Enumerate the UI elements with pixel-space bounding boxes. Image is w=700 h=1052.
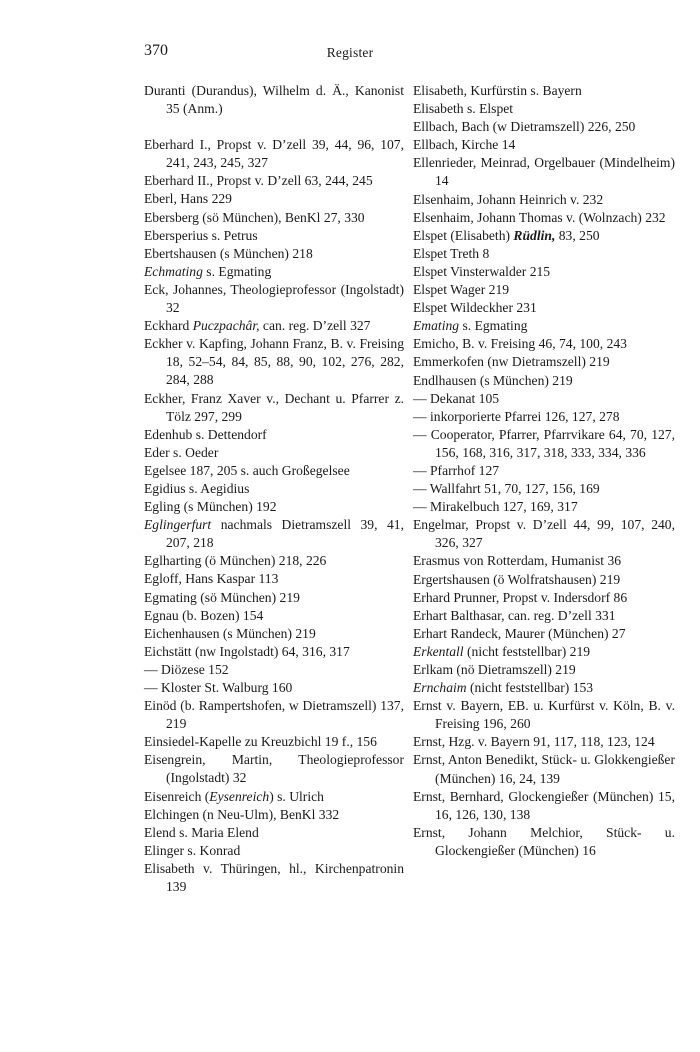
index-entry	[144, 697, 404, 733]
index-entry	[413, 245, 675, 263]
index-entry-text: Einöd (b. Rampertshofen, w Dietramszell) 137, 219	[144, 698, 404, 732]
index-entry-text: Eberhard II., Propst v. D’zell 63, 244, 245	[144, 173, 373, 189]
index-entry	[144, 390, 404, 426]
index-entry	[144, 263, 404, 281]
index-entry-text: Erhart Randeck, Maurer (München) 27	[413, 625, 626, 641]
index-entry-text: Egelsee 187, 205 s. auch Großegelsee	[144, 462, 350, 478]
index-entry-text: Elspet Vinsterwalder 215	[413, 263, 551, 279]
index-entry	[413, 100, 675, 118]
index-entry-text: Ebertshausen (s München) 218	[144, 245, 313, 261]
index-entry-text: Rüdlin,	[513, 227, 556, 243]
index-entry-text: — Mirakelbuch 127, 169, 317	[413, 499, 578, 515]
index-entry-text: Eichstätt (nw Ingolstadt) 64, 316, 317	[144, 643, 350, 659]
index-entry	[144, 589, 404, 607]
index-entry	[144, 607, 404, 625]
index-entry-text: — Diözese 152	[144, 661, 229, 677]
index-entry	[144, 498, 404, 516]
index-entry-text: Elisabeth s. Elspet	[413, 101, 514, 117]
index-entry	[144, 426, 404, 444]
index-entry	[413, 516, 675, 552]
index-entry-text: (nicht feststellbar) 153	[466, 680, 594, 696]
index-entry	[413, 136, 675, 154]
index-entry	[144, 516, 404, 552]
index-entry-text: — Cooperator, Pfarrer, Pfarrvikare 64, 70, 127, 156, 168, 316, 317, 318, 333, 334, 336	[413, 426, 675, 460]
index-entry	[144, 679, 404, 697]
index-entry-text: Emmerkofen (nw Dietramszell) 219	[413, 354, 610, 370]
page-number: 370	[144, 42, 168, 59]
index-entry	[144, 661, 404, 679]
index-entry-text: Erhard Prunner, Propst v. Indersdorf 86	[413, 589, 628, 605]
index-entry-text: (nicht feststellbar) 219	[463, 643, 591, 659]
index-entry-text: Echmating	[144, 263, 203, 279]
index-entry-text: — Pfarrhof 127	[413, 462, 500, 478]
index-entry-text: Egloff, Hans Kaspar 113	[144, 571, 279, 587]
index-entry-text: Ebersberg (sö München), BenKl 27, 330	[144, 209, 365, 225]
index-entry	[413, 679, 675, 697]
index-entry-text: Erkentall	[413, 643, 464, 659]
index-entry-text: Eckher v. Kapfing, Johann Franz, B. v. Freising 18, 52–54, 84, 85, 88, 90, 102, 276, 282, 284, 288	[144, 336, 404, 388]
index-entry-text: Eck, Johannes, Theologieprofessor (Ingolstadt) 32	[144, 281, 404, 316]
index-entry-text: Elinger s. Konrad	[144, 842, 241, 858]
index-entry	[413, 788, 675, 824]
index-entry	[413, 643, 675, 661]
index-entry	[144, 136, 404, 172]
index-column-right	[413, 82, 675, 860]
index-entry	[413, 335, 675, 353]
index-entry-text: s. Egmating	[202, 263, 272, 279]
index-entry-text: Eisengrein, Martin, Theologieprofessor (Ingolstadt) 32	[144, 752, 404, 786]
index-entry	[413, 733, 675, 751]
index-entry	[413, 390, 675, 408]
index-entry	[413, 281, 675, 299]
index-entry-text: — inkorporierte Pfarrei 126, 127, 278	[413, 408, 620, 424]
index-entry	[144, 480, 404, 498]
index-entry	[413, 154, 675, 190]
index-entry-text: s. Egmating	[459, 318, 528, 334]
index-entry	[413, 697, 675, 733]
index-entry-text: Erhart Balthasar, can. reg. D’zell 331	[413, 607, 616, 623]
index-entry-text: Eckher, Franz Xaver v., Dechant u. Pfarrer z. Tölz 297, 299	[144, 390, 404, 424]
index-entry	[144, 552, 404, 570]
index-entry-text: Eglharting (ö München) 218, 226	[144, 553, 327, 569]
index-entry	[413, 751, 675, 787]
index-entry	[144, 860, 404, 896]
index-entry	[144, 444, 404, 462]
index-entry	[144, 209, 404, 227]
index-entry	[413, 480, 675, 498]
index-entry	[413, 299, 675, 317]
index-entry-text: Eckhard	[144, 318, 193, 334]
index-entry-text: Elisabeth, Kurfürstin s. Bayern	[413, 83, 582, 98]
index-entry	[413, 661, 675, 679]
index-entry-text: Egnau (b. Bozen) 154	[144, 607, 264, 623]
index-entry-text: Ellbach, Kirche 14	[413, 137, 516, 153]
index-entry-text: Egling (s München) 192	[144, 499, 277, 515]
index-entry	[413, 426, 675, 462]
running-head: Register	[326, 45, 374, 60]
index-entry-text: Ernst, Bernhard, Glockengießer (München) 15, 16, 126, 130, 138	[413, 788, 675, 822]
index-entry	[413, 552, 675, 570]
index-entry-text: Ernst v. Bayern, EB. u. Kurfürst v. Köln, B. v. Freising 196, 260	[413, 698, 675, 732]
index-entry-text: Ergertshausen (ö Wolfratshausen) 219	[413, 571, 621, 587]
index-entry-text: Emating	[413, 318, 460, 334]
index-entry-text: Elend s. Maria Elend	[144, 824, 259, 840]
index-entry-text: Ebersperius s. Petrus	[144, 227, 258, 243]
index-entry-text: Puczpachâr,	[192, 318, 260, 334]
index-entry	[144, 335, 404, 389]
index-entry-text: — Dekanat 105	[413, 390, 500, 406]
index-entry	[413, 317, 675, 335]
index-entry-text: Elspet Treth 8	[413, 245, 490, 261]
index-entry-text: Egmating (sö München) 219	[144, 589, 300, 605]
index-entry	[144, 806, 404, 824]
index-entry-text: Eichenhausen (s München) 219	[144, 625, 316, 641]
index-entry-text: Egidius s. Aegidius	[144, 480, 250, 496]
index-entry	[413, 209, 675, 227]
index-entry	[144, 317, 404, 335]
index-entry	[144, 172, 404, 190]
index-entry-text: Duranti (Durandus), Wilhelm d. Ä., Kanonist 35 (Anm.)	[144, 83, 404, 117]
index-entry	[144, 824, 404, 842]
index-entry-text: Elspet Wager 219	[413, 282, 510, 298]
index-entry	[413, 824, 675, 860]
index-entry	[413, 607, 675, 625]
index-entry	[413, 462, 675, 480]
index-entry	[413, 353, 675, 371]
index-column-left	[144, 82, 404, 896]
index-entry-text: Emicho, B. v. Freising 46, 74, 100, 243	[413, 336, 627, 352]
index-entry	[413, 625, 675, 643]
index-entry	[144, 245, 404, 263]
index-entry-text: Erlkam (nö Dietramszell) 219	[413, 662, 576, 677]
index-entry	[144, 281, 404, 317]
index-entry-text: 83, 250	[555, 227, 600, 243]
index-entry	[413, 498, 675, 516]
index-entry-text: Ernst, Anton Benedikt, Stück- u. Glokkengießer (München) 16, 24, 139	[413, 752, 675, 786]
index-entry	[413, 571, 675, 589]
index-entry-text: ) s. Ulrich	[269, 788, 324, 804]
index-entry-text: — Kloster St. Walburg 160	[144, 680, 293, 695]
index-entry	[144, 643, 404, 661]
index-entry-text: Einsiedel-Kapelle zu Kreuzbichl 19 f., 156	[144, 734, 377, 750]
index-entry	[144, 625, 404, 643]
index-entry	[144, 733, 404, 751]
index-entry	[413, 191, 675, 209]
index-entry-text: nachmals Dietramszell 39, 41, 207, 218	[166, 517, 404, 551]
index-entry	[144, 82, 404, 118]
index-entry	[144, 227, 404, 245]
index-entry	[413, 118, 675, 136]
index-entry-text: Elchingen (n Neu-Ulm), BenKl 332	[144, 806, 340, 822]
index-entry	[144, 751, 404, 787]
index-entry	[144, 462, 404, 480]
index-entry-text: Eglingerfurt	[144, 517, 212, 533]
index-entry-text: Eysenreich	[209, 788, 270, 804]
index-entry	[144, 842, 404, 860]
index-entry-text: Eberl, Hans 229	[144, 191, 232, 207]
index-entry-text: Ernst, Johann Melchior, Stück- u. Glockengießer (München) 16	[413, 824, 675, 858]
index-entry-text: Elsenhaim, Johann Heinrich v. 232	[413, 191, 604, 207]
index-entry-text: Elisabeth v. Thüringen, hl., Kirchenpatronin 139	[144, 860, 404, 895]
index-entry	[413, 589, 675, 607]
index-entry	[413, 227, 675, 245]
index-entry-text: Endlhausen (s München) 219	[413, 372, 573, 388]
index-entry	[413, 263, 675, 281]
index-entry	[144, 190, 404, 208]
index-entry-text: Ernchaim	[413, 680, 467, 696]
index-entry-text: Ernst, Hzg. v. Bayern 91, 117, 118, 123, 124	[413, 734, 655, 750]
index-entry	[144, 570, 404, 588]
index-entry-text: Eisenreich (	[144, 788, 210, 804]
index-entry-text: Elspet Wildeckher 231	[413, 300, 537, 316]
index-entry-text: Elspet (Elisabeth)	[413, 227, 514, 243]
index-entry-text: Eder s. Oeder	[144, 444, 219, 460]
index-entry	[144, 788, 404, 806]
index-entry-text: — Wallfahrt 51, 70, 127, 156, 169	[413, 481, 600, 497]
index-entry-text: Elsenhaim, Johann Thomas v. (Wolnzach) 232	[413, 209, 666, 225]
index-entry-text: Edenhub s. Dettendorf	[144, 426, 267, 442]
index-entry	[413, 82, 675, 100]
index-entry	[413, 408, 675, 426]
index-entry-text: Ellenrieder, Meinrad, Orgelbauer (Mindelheim) 14	[413, 155, 675, 189]
index-entry-text: Erasmus von Rotterdam, Humanist 36	[413, 553, 622, 569]
index-entry-text: can. reg. D’zell 327	[259, 318, 371, 334]
index-entry-text: Engelmar, Propst v. D’zell 44, 99, 107, 240, 326, 327	[413, 517, 675, 551]
index-entry-text: Ellbach, Bach (w Dietramszell) 226, 250	[413, 119, 636, 135]
index-entry-text: Eberhard I., Propst v. D’zell 39, 44, 96, 107, 241, 243, 245, 327	[144, 137, 404, 171]
index-entry	[413, 372, 675, 390]
